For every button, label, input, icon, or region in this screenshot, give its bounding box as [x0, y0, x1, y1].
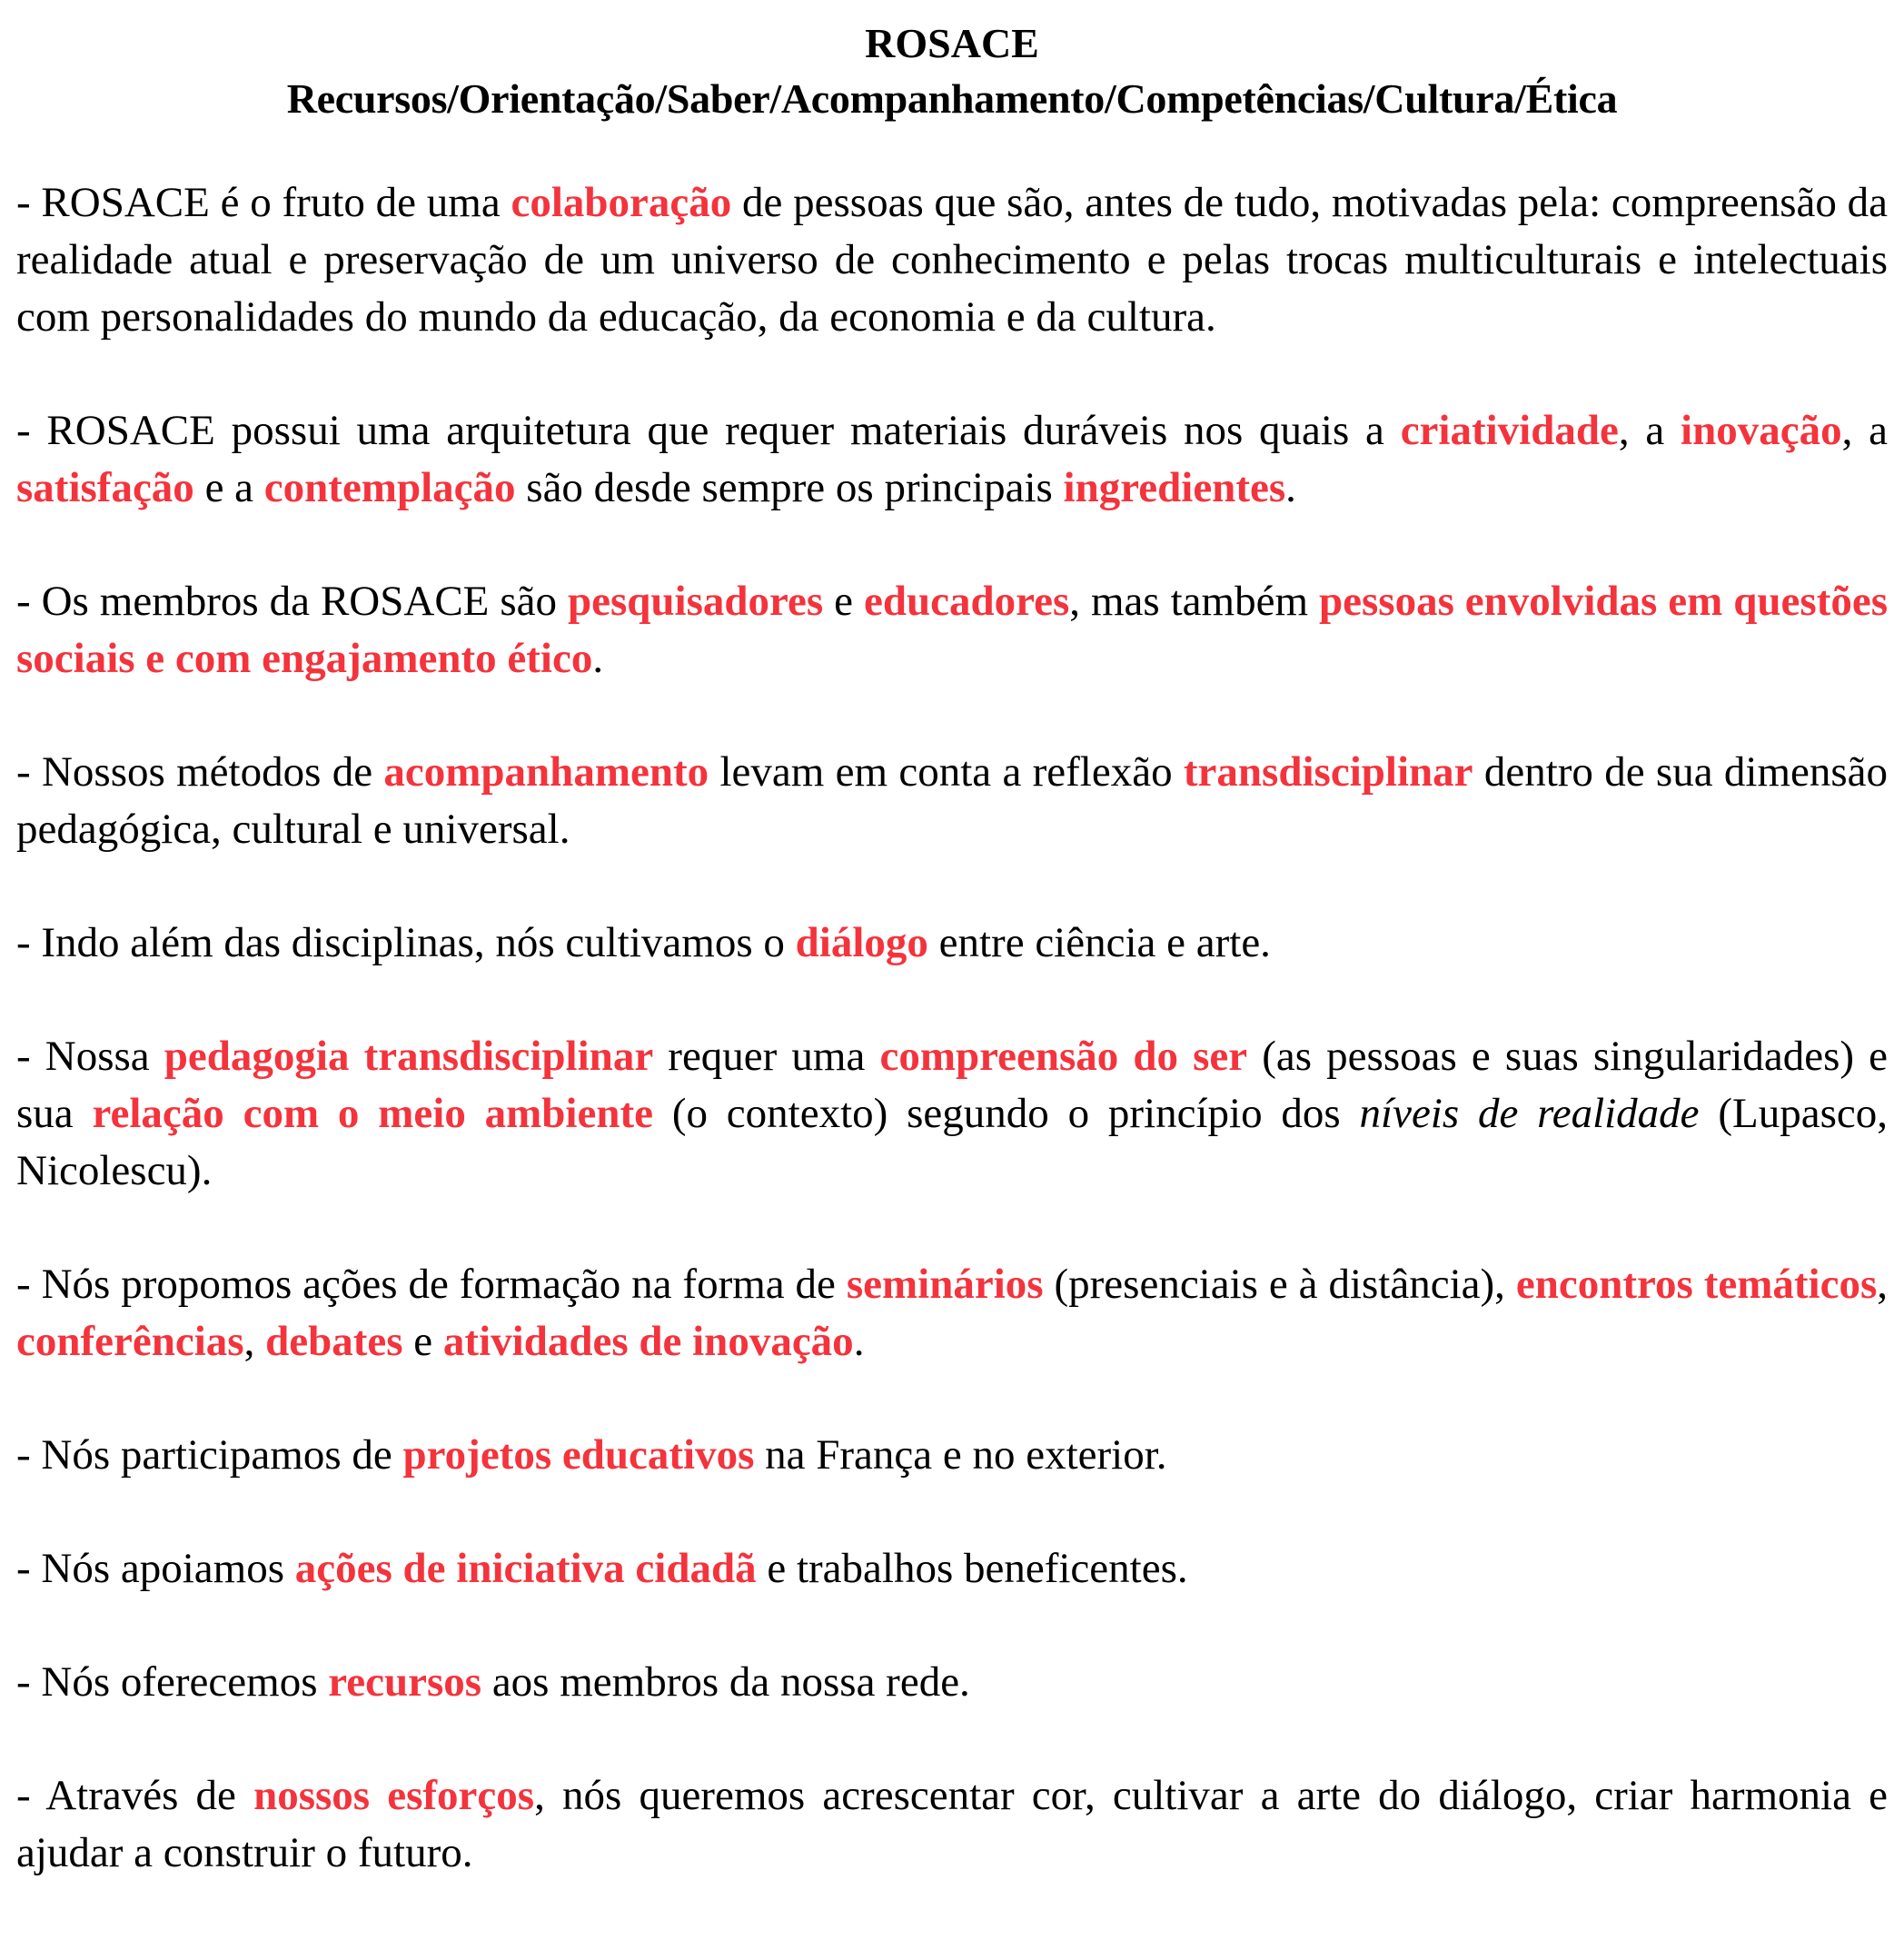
document-title: ROSACE — [865, 20, 1039, 66]
text-segment: entre ciência e arte. — [927, 919, 1271, 966]
paragraph-7 — [16, 1256, 1899, 1370]
paragraph-11 — [16, 1767, 1899, 1882]
highlighted-term: pessoas envolvidas em questões sociais e com engajamento ético — [16, 578, 1899, 682]
text-segment: . — [592, 635, 604, 682]
highlighted-term: nossos esforços — [253, 1772, 535, 1819]
highlighted-term: compreensão do ser — [879, 1033, 1248, 1080]
text-segment: são desde sempre os principais — [515, 464, 1064, 511]
paragraph-3 — [16, 573, 1899, 688]
paragraph-6 — [16, 1028, 1899, 1200]
paragraph-10 — [16, 1654, 1888, 1711]
text-segment: . — [853, 1318, 865, 1365]
text-segment: e — [823, 578, 864, 625]
text-segment: , a — [1841, 407, 1899, 454]
highlighted-term: criatividade — [1400, 407, 1619, 454]
highlighted-term: projetos educativos — [402, 1431, 755, 1479]
text-segment: e trabalhos beneficentes. — [756, 1545, 1188, 1592]
highlighted-term: debates — [265, 1318, 403, 1365]
text-segment: , — [1877, 1261, 1899, 1308]
text-segment: levam em conta a reflexão — [709, 748, 1184, 796]
highlighted-term: inovação — [1681, 407, 1842, 454]
highlighted-term: ações de iniciativa cidadã — [294, 1545, 757, 1592]
text-segment: (presenciais e à distância), — [1043, 1261, 1516, 1308]
text-segment: requer uma — [653, 1033, 880, 1080]
document-body — [16, 174, 1899, 1882]
italic-term: níveis de realidade — [1359, 1090, 1700, 1137]
highlighted-term: acompanhamento — [383, 748, 709, 796]
paragraph-2 — [16, 402, 1899, 517]
highlighted-term: atividades de inovação — [442, 1318, 854, 1365]
highlighted-term: educadores — [863, 578, 1070, 625]
highlighted-term: contemplação — [263, 464, 516, 511]
paragraph-8 — [16, 1427, 1888, 1484]
text-segment: . — [1285, 464, 1296, 511]
text-segment: e a — [193, 464, 264, 511]
text-segment: aos membros da nossa rede. — [481, 1658, 970, 1706]
paragraph-4 — [16, 744, 1899, 858]
paragraph-9 — [16, 1540, 1888, 1598]
text-segment: , a — [1618, 407, 1681, 454]
highlighted-term: conferências — [16, 1318, 244, 1365]
text-segment: - ROSACE é o fruto de uma — [16, 179, 511, 226]
highlighted-term: seminários — [846, 1261, 1044, 1308]
highlighted-term: satisfação — [16, 464, 194, 511]
highlighted-term: ingredientes — [1063, 464, 1286, 511]
paragraph-1 — [16, 174, 1899, 346]
highlighted-term: pesquisadores — [567, 578, 824, 625]
text-segment: , nós queremos acrescentar cor, cultivar a arte do diálogo, criar harmonia e ajudar a construir o futuro. — [16, 1772, 1899, 1876]
text-segment: - Os membros da ROSACE são — [16, 578, 568, 625]
text-segment: - Nós apoiamos — [16, 1545, 295, 1592]
text-segment: (o contexto) segundo o princípio dos — [653, 1090, 1360, 1137]
text-segment: (as pessoas e suas singularidades) e sua — [16, 1033, 1899, 1137]
text-segment: (Lupasco, Nicolescu). — [16, 1090, 1899, 1194]
text-segment: e — [402, 1318, 443, 1365]
highlighted-term: relação com o meio ambiente — [92, 1090, 654, 1137]
highlighted-term: transdisciplinar — [1183, 748, 1473, 796]
highlighted-term: encontros temáticos — [1515, 1261, 1878, 1308]
text-segment: dentro de sua dimensão pedagógica, cultural e universal. — [16, 748, 1899, 853]
highlighted-term: colaboração — [511, 179, 732, 226]
text-segment: , — [243, 1318, 266, 1365]
document-header — [16, 16, 1888, 127]
text-segment: - Nossa — [16, 1033, 164, 1080]
highlighted-term: diálogo — [795, 919, 928, 966]
text-segment: - Nós oferecemos — [16, 1658, 329, 1706]
text-segment: na França e no exterior. — [754, 1431, 1167, 1479]
text-segment: de pessoas que são, antes de tudo, motivadas pela: compreensão da realidade atual e preservação de um universo de conhecimento e pelas trocas multiculturais e intelectuais com personalidades do mundo da educação, da economia e da cultura. — [16, 179, 1899, 341]
document-subtitle: Recursos/Orientação/Saber/Acompanhamento/Competências/Cultura/Ética — [286, 75, 1618, 122]
text-segment: - Através de — [16, 1772, 254, 1819]
highlighted-term: recursos — [328, 1658, 482, 1706]
highlighted-term: pedagogia transdisciplinar — [164, 1033, 654, 1080]
text-segment: - ROSACE possui uma arquitetura que requer materiais duráveis nos quais a — [16, 407, 1401, 454]
text-segment: - Nós participamos de — [16, 1431, 403, 1479]
text-segment: - Nossos métodos de — [16, 748, 384, 796]
text-segment: - Nós propomos ações de formação na forma de — [16, 1261, 847, 1308]
paragraph-5 — [16, 915, 1888, 972]
text-segment: - Indo além das disciplinas, nós cultivamos o — [16, 919, 796, 966]
text-segment: , mas também — [1069, 578, 1319, 625]
